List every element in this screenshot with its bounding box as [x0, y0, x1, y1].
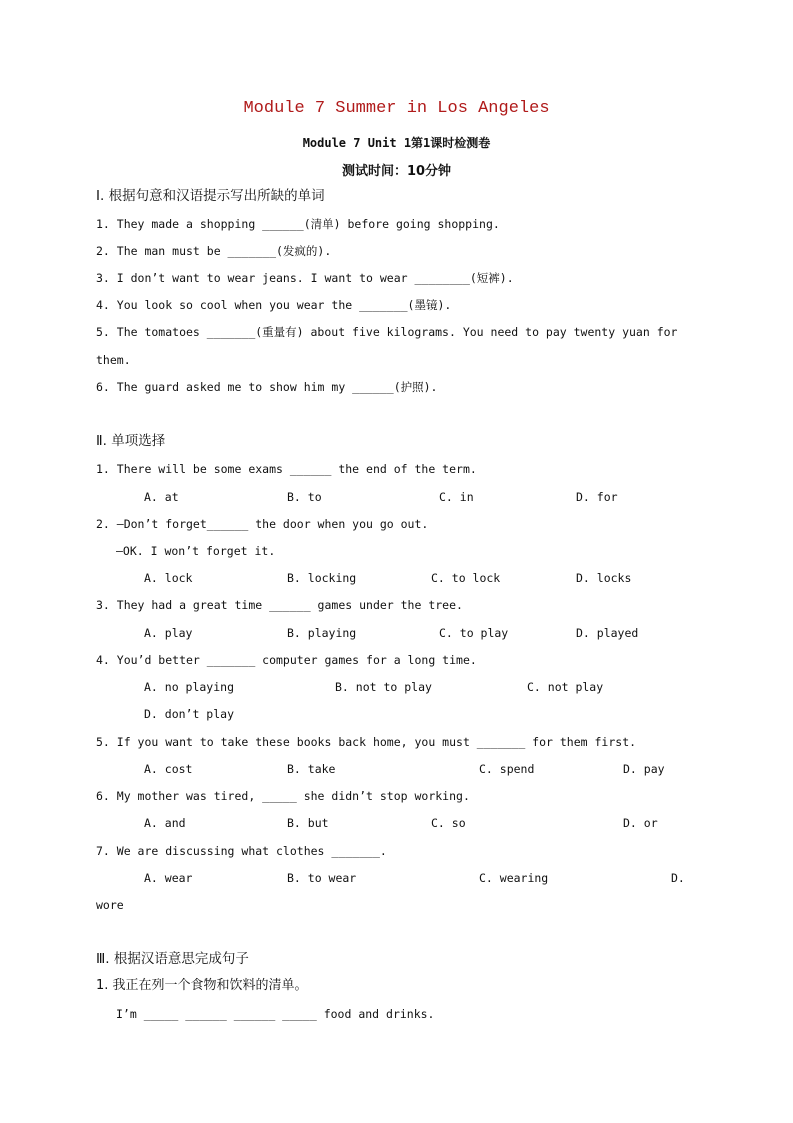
q2-option-a: A. lock — [144, 571, 193, 585]
question-6: 6. My mother was tired, _____ she didn’t stop working. — [96, 789, 470, 803]
question-7: 7. We are discussing what clothes _______. — [96, 844, 387, 858]
q4-option-a: A. no playing — [144, 680, 235, 694]
q7-option-a: A. wear — [144, 871, 193, 885]
q1-option-d: D. for — [576, 490, 618, 504]
q4-option-d: D. don’t play — [144, 707, 235, 721]
q5-option-c: C. spend — [479, 762, 535, 776]
question-4: 4. You’d better _______ computer games for a long time. — [96, 653, 477, 667]
section-1-item: 6. The guard asked me to show him my ______(护照). — [96, 380, 438, 394]
q7-option-d: D. — [671, 871, 685, 885]
document-title: Module 7 Summer in Los Angeles — [243, 99, 550, 118]
q7-option-b: B. to wear — [287, 871, 357, 885]
q4-option-c: C. not play — [527, 680, 604, 694]
section-1-item: 5. The tomatoes _______(重量有) about five kilograms. You need to pay twenty yuan for — [96, 325, 678, 339]
section-1-item: 4. You look so cool when you wear the _______(墨镜). — [96, 298, 452, 312]
section-3-heading: Ⅲ. 根据汉语意思完成句子 — [96, 951, 249, 967]
q3-option-c: C. to play — [439, 626, 509, 640]
section-3-answer-line-1: I’m _____ ______ ______ _____ food and drinks. — [116, 1007, 435, 1021]
q1-option-c: C. in — [439, 490, 474, 504]
section-1-item: 2. The man must be _______(发疯的). — [96, 244, 332, 258]
q5-option-b: B. take — [287, 762, 336, 776]
q6-option-c: C. so — [431, 816, 466, 830]
section-2-heading: Ⅱ. 单项选择 — [96, 433, 166, 449]
q3-option-d: D. played — [576, 626, 639, 640]
section-1-item-continuation: them. — [96, 353, 131, 367]
q1-option-b: B. to — [287, 490, 322, 504]
q2-option-b: B. locking — [287, 571, 357, 585]
section-1-item: 3. I don’t want to wear jeans. I want to wear ________(短裤). — [96, 271, 514, 285]
q6-option-b: B. but — [287, 816, 329, 830]
q3-option-b: B. playing — [287, 626, 357, 640]
q2-option-d: D. locks — [576, 571, 632, 585]
question-5: 5. If you want to take these books back home, you must _______ for them first. — [96, 735, 637, 749]
test-time: 测试时间：10分钟 — [341, 164, 452, 179]
question-1: 1. There will be some exams ______ the end of the term. — [96, 462, 477, 476]
q4-option-b: B. not to play — [335, 680, 432, 694]
question-2-response: —OK. I won’t forget it. — [116, 544, 276, 558]
q5-option-d: D. pay — [623, 762, 665, 776]
q2-option-c: C. to lock — [431, 571, 501, 585]
q7-option-c: C. wearing — [479, 871, 549, 885]
q6-option-d: D. or — [623, 816, 658, 830]
q5-option-a: A. cost — [144, 762, 193, 776]
section-1-heading: Ⅰ. 根据句意和汉语提示写出所缺的单词 — [96, 188, 325, 204]
q6-option-a: A. and — [144, 816, 186, 830]
document-subtitle: Module 7 Unit 1第1课时检测卷 — [302, 136, 491, 150]
question-3: 3. They had a great time ______ games under the tree. — [96, 598, 463, 612]
question-2: 2. —Don’t forget______ the door when you go out. — [96, 517, 429, 531]
section-1-item: 1. They made a shopping ______(清单) before going shopping. — [96, 217, 500, 231]
q7-option-d-continuation: wore — [96, 898, 124, 912]
q1-option-a: A. at — [144, 490, 179, 504]
q3-option-a: A. play — [144, 626, 193, 640]
section-3-question-1: 1. 我正在列一个食物和饮料的清单。 — [96, 978, 308, 993]
